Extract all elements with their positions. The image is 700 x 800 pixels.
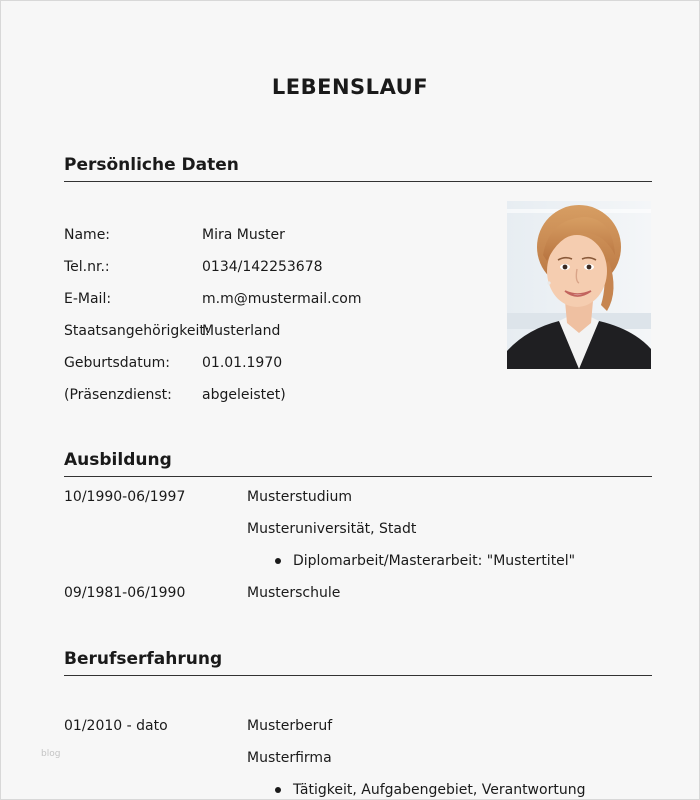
list-item [293,781,585,799]
portrait-photo [507,201,651,369]
field-value: m.m@mustermail.com [202,291,362,307]
field-value: 01.01.1970 [202,355,283,371]
watermark: blog [41,749,61,759]
field-value: abgeleistet) [202,387,286,403]
entry-company: Musterfirma [247,750,332,766]
list-item-text: Diplomarbeit/Masterarbeit: "Mustertitel" [293,553,576,569]
entry-title: Musterstudium [247,489,353,505]
entry-period: 09/1981-06/1990 [64,585,186,601]
section-heading-experience: Berufserfahrung [64,649,652,676]
list-item-text: Tätigkeit, Aufgabengebiet, Verantwortung [293,782,586,798]
field-value: Musterland [202,323,281,339]
field-value: Mira Muster [202,227,285,243]
field-label: Geburtsdatum: [64,355,170,371]
document-title: LEBENSLAUF [271,75,429,99]
field-value: 0134/142253678 [202,259,323,275]
field-label: (Präsenzdienst: [64,387,172,403]
entry-title: Musterberuf [247,718,333,734]
entry-period: 10/1990-06/1997 [64,489,186,505]
field-label: Name: [64,227,111,243]
portrait-photo-icon [507,201,651,369]
section-heading-education: Ausbildung [64,450,652,477]
entry-period: 01/2010 - dato [64,718,168,734]
field-label: Tel.nr.: [64,259,110,275]
entry-title: Musterschule [247,585,341,601]
entry-institution: Musteruniversität, Stadt [247,521,417,537]
field-label: Staatsangehörigkeit: [64,323,210,339]
section-heading-personal: Persönliche Daten [64,155,652,182]
list-item [293,552,575,570]
field-label: E-Mail: [64,291,112,307]
bullet-dot-icon [275,558,281,564]
bullet-dot-icon [275,787,281,793]
